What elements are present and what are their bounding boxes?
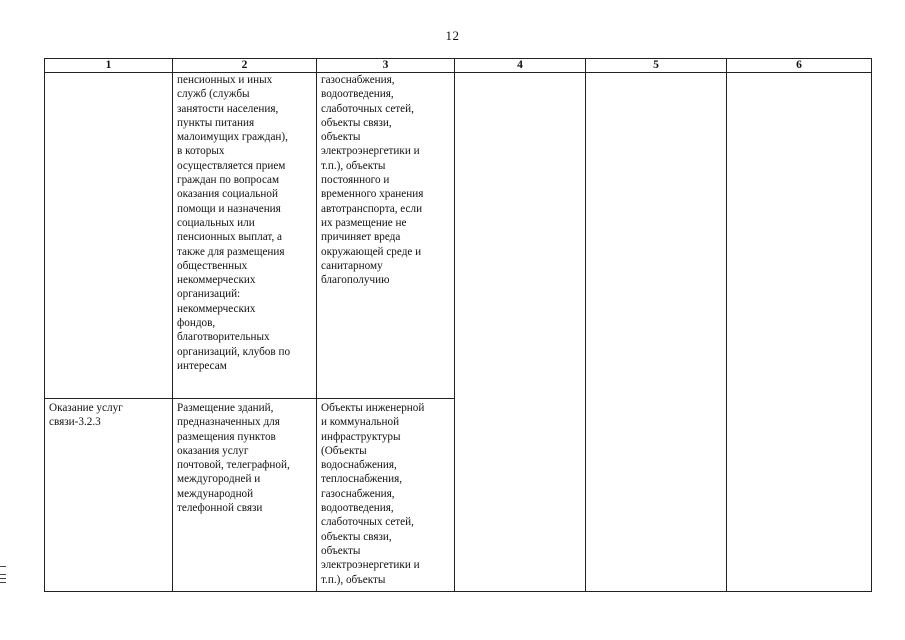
edge-mark [0,578,6,579]
col6-cell [727,73,872,592]
row2-col2: Размещение зданий, предназначенных для размещения пунктов оказания услуг почтовой, телеграфной, междугородней и международной телефонной связи [173,399,317,592]
row1-col1 [45,73,173,399]
col5-cell [586,73,727,592]
edge-mark [0,582,6,583]
column-header-3: 3 [317,59,455,73]
table-row [45,73,872,399]
column-header-1: 1 [45,59,173,73]
row1-col2: пенсионных и иных служб (службы занятости населения, пункты питания малоимущих граждан), в которых осуществляется прием граждан по вопросам оказания социальной помощи и назначения социальных или пенсионных выплат, а также для размещения общественных некоммерческих организаций: некоммерческих фондов, благотворительных организаций, клубов по интересам [173,73,317,399]
column-header-5: 5 [586,59,727,73]
land-use-table [44,58,872,592]
column-header-6: 6 [727,59,872,73]
row2-col1: Оказание услуг связи-3.2.3 [45,399,173,592]
edge-mark [0,566,6,567]
row2-col3: Объекты инженерной и коммунальной инфраструктуры (Объекты водоснабжения, теплоснабжения, газоснабжения, водоотведения, слаботочных сетей, объекты связи, объекты электроэнергетики и т.п.), объекты [317,399,455,592]
column-header-2: 2 [173,59,317,73]
edge-mark [0,574,6,575]
col4-cell [455,73,586,592]
header-row [45,59,872,73]
page-number: 12 [445,28,460,43]
column-header-4: 4 [455,59,586,73]
row1-col3: газоснабжения, водоотведения, слаботочных сетей, объекты связи, объекты электроэнергетики и т.п.), объекты постоянного и временного хранения автотранспорта, если их размещение не причиняет вреда окружающей среде и санитарному благополучию [317,73,455,399]
